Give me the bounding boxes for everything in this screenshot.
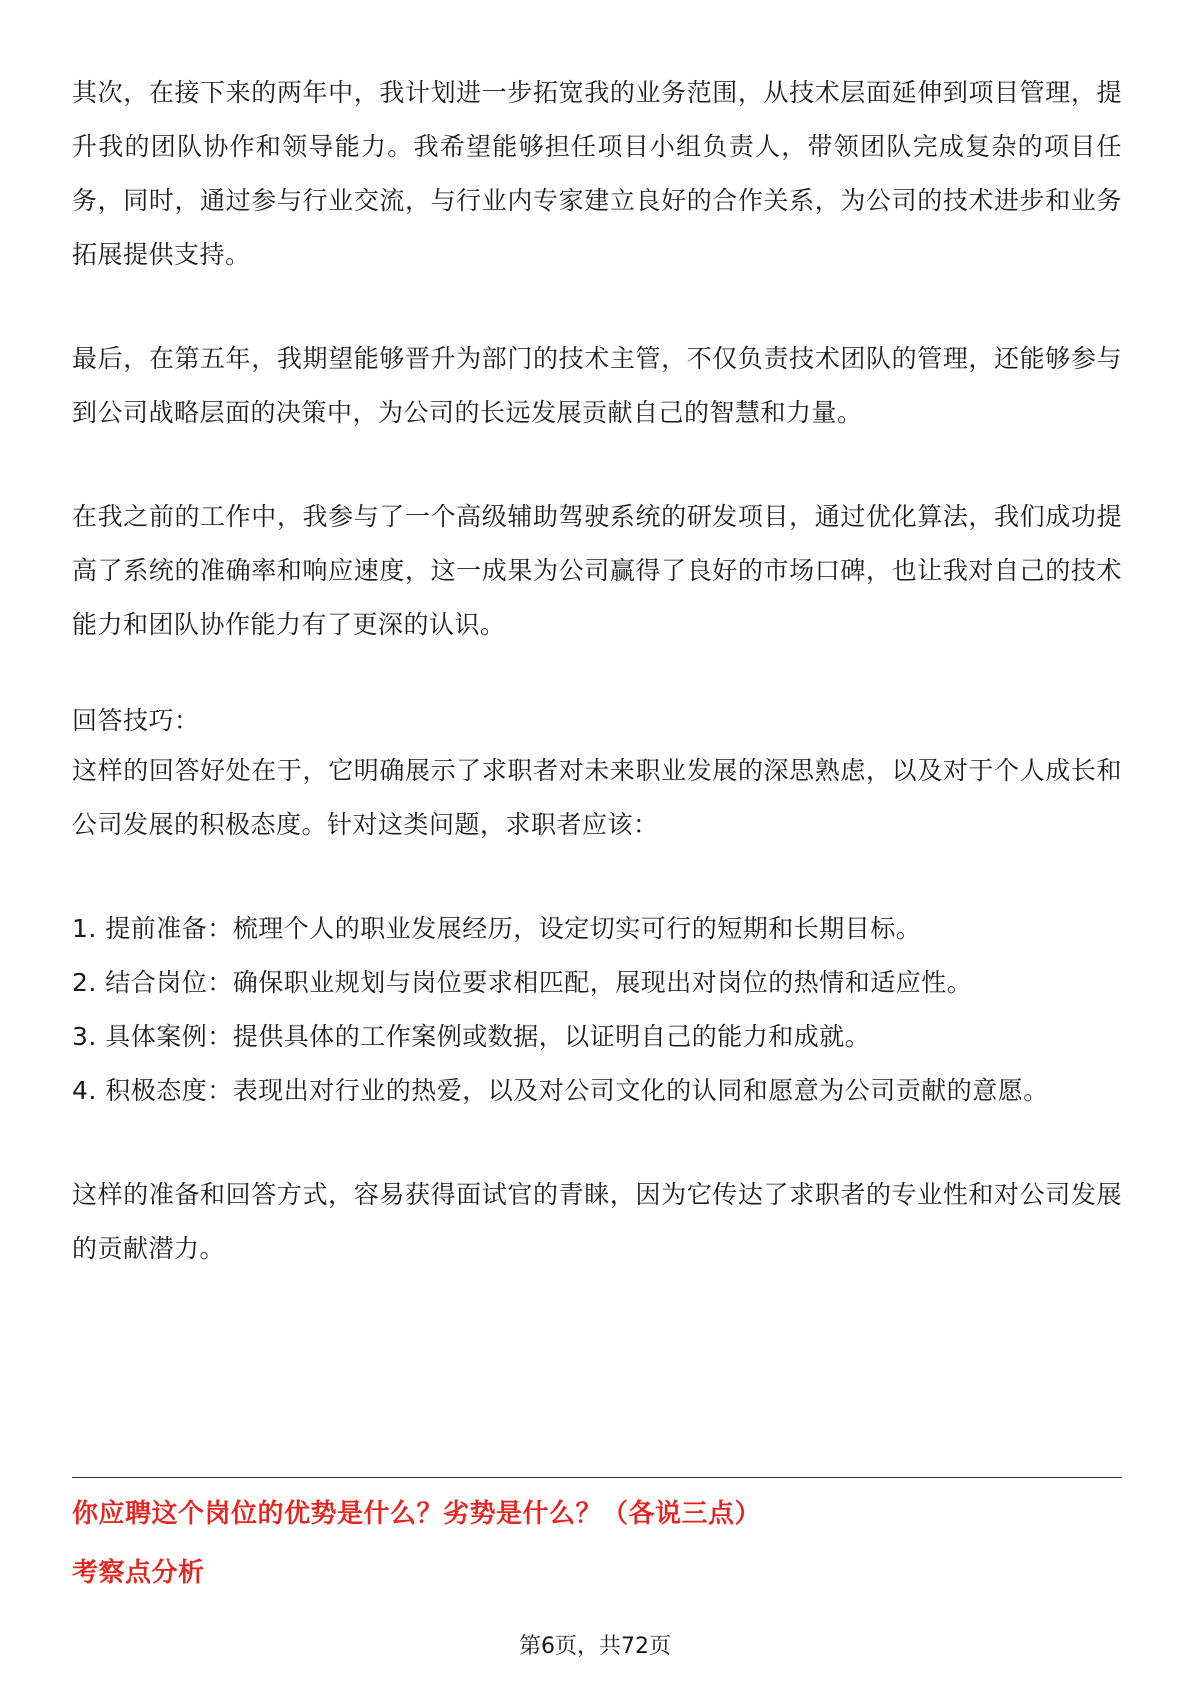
section-divider <box>72 1477 1122 1478</box>
tips-intro: 这样的回答好处在于，它明确展示了求职者对未来职业发展的深思熟虑，以及对于个人成长和公司发展的积极态度。针对这类问题，求职者应该： <box>72 756 1122 839</box>
page-number-footer: 第6页，共72页 <box>519 1634 671 1659</box>
paragraph-past-experience: 在我之前的工作中，我参与了一个高级辅助驾驶系统的研发项目，通过优化算法，我们成功提高了系统的准确率和响应速度，这一成果为公司赢得了良好的市场口碑，也让我对自己的技术能力和团队协作能力有了更深的认识。 <box>72 502 1122 639</box>
body-content <box>72 66 1122 1276</box>
tip-item-4: 4. 积极态度：表现出对行业的热爱，以及对公司文化的认同和愿意为公司贡献的意愿。 <box>72 1076 1049 1105</box>
tip-item-2: 2. 结合岗位：确保职业规划与岗位要求相匹配，展现出对岗位的热情和适应性。 <box>72 968 973 997</box>
tip-item-3: 3. 具体案例：提供具体的工作案例或数据，以证明自己的能力和成就。 <box>72 1022 871 1051</box>
tips-heading: 回答技巧： <box>72 706 200 735</box>
conclusion-paragraph: 这样的准备和回答方式，容易获得面试官的青睐，因为它传达了求职者的专业性和对公司发展的贡献潜力。 <box>72 1180 1122 1263</box>
paragraph-career-plan-five-years: 最后，在第五年，我期望能够晋升为部门的技术主管，不仅负责技术团队的管理，还能够参与到公司战略层面的决策中，为公司的长远发展贡献自己的智慧和力量。 <box>72 344 1122 427</box>
analysis-heading: 考察点分析 <box>72 1558 205 1588</box>
next-question-title: 你应聘这个岗位的优势是什么？劣势是什么？（各说三点） <box>72 1499 762 1529</box>
paragraph-career-plan-two-years: 其次，在接下来的两年中，我计划进一步拓宽我的业务范围，从技术层面延伸到项目管理，提升我的团队协作和领导能力。我希望能够担任项目小组负责人，带领团队完成复杂的项目任务，同时，通过参与行业交流，与行业内专家建立良好的合作关系，为公司的技术进步和业务拓展提供支持。 <box>72 78 1122 269</box>
tip-item-1: 1. 提前准备：梳理个人的职业发展经历，设定切实可行的短期和长期目标。 <box>72 914 922 943</box>
